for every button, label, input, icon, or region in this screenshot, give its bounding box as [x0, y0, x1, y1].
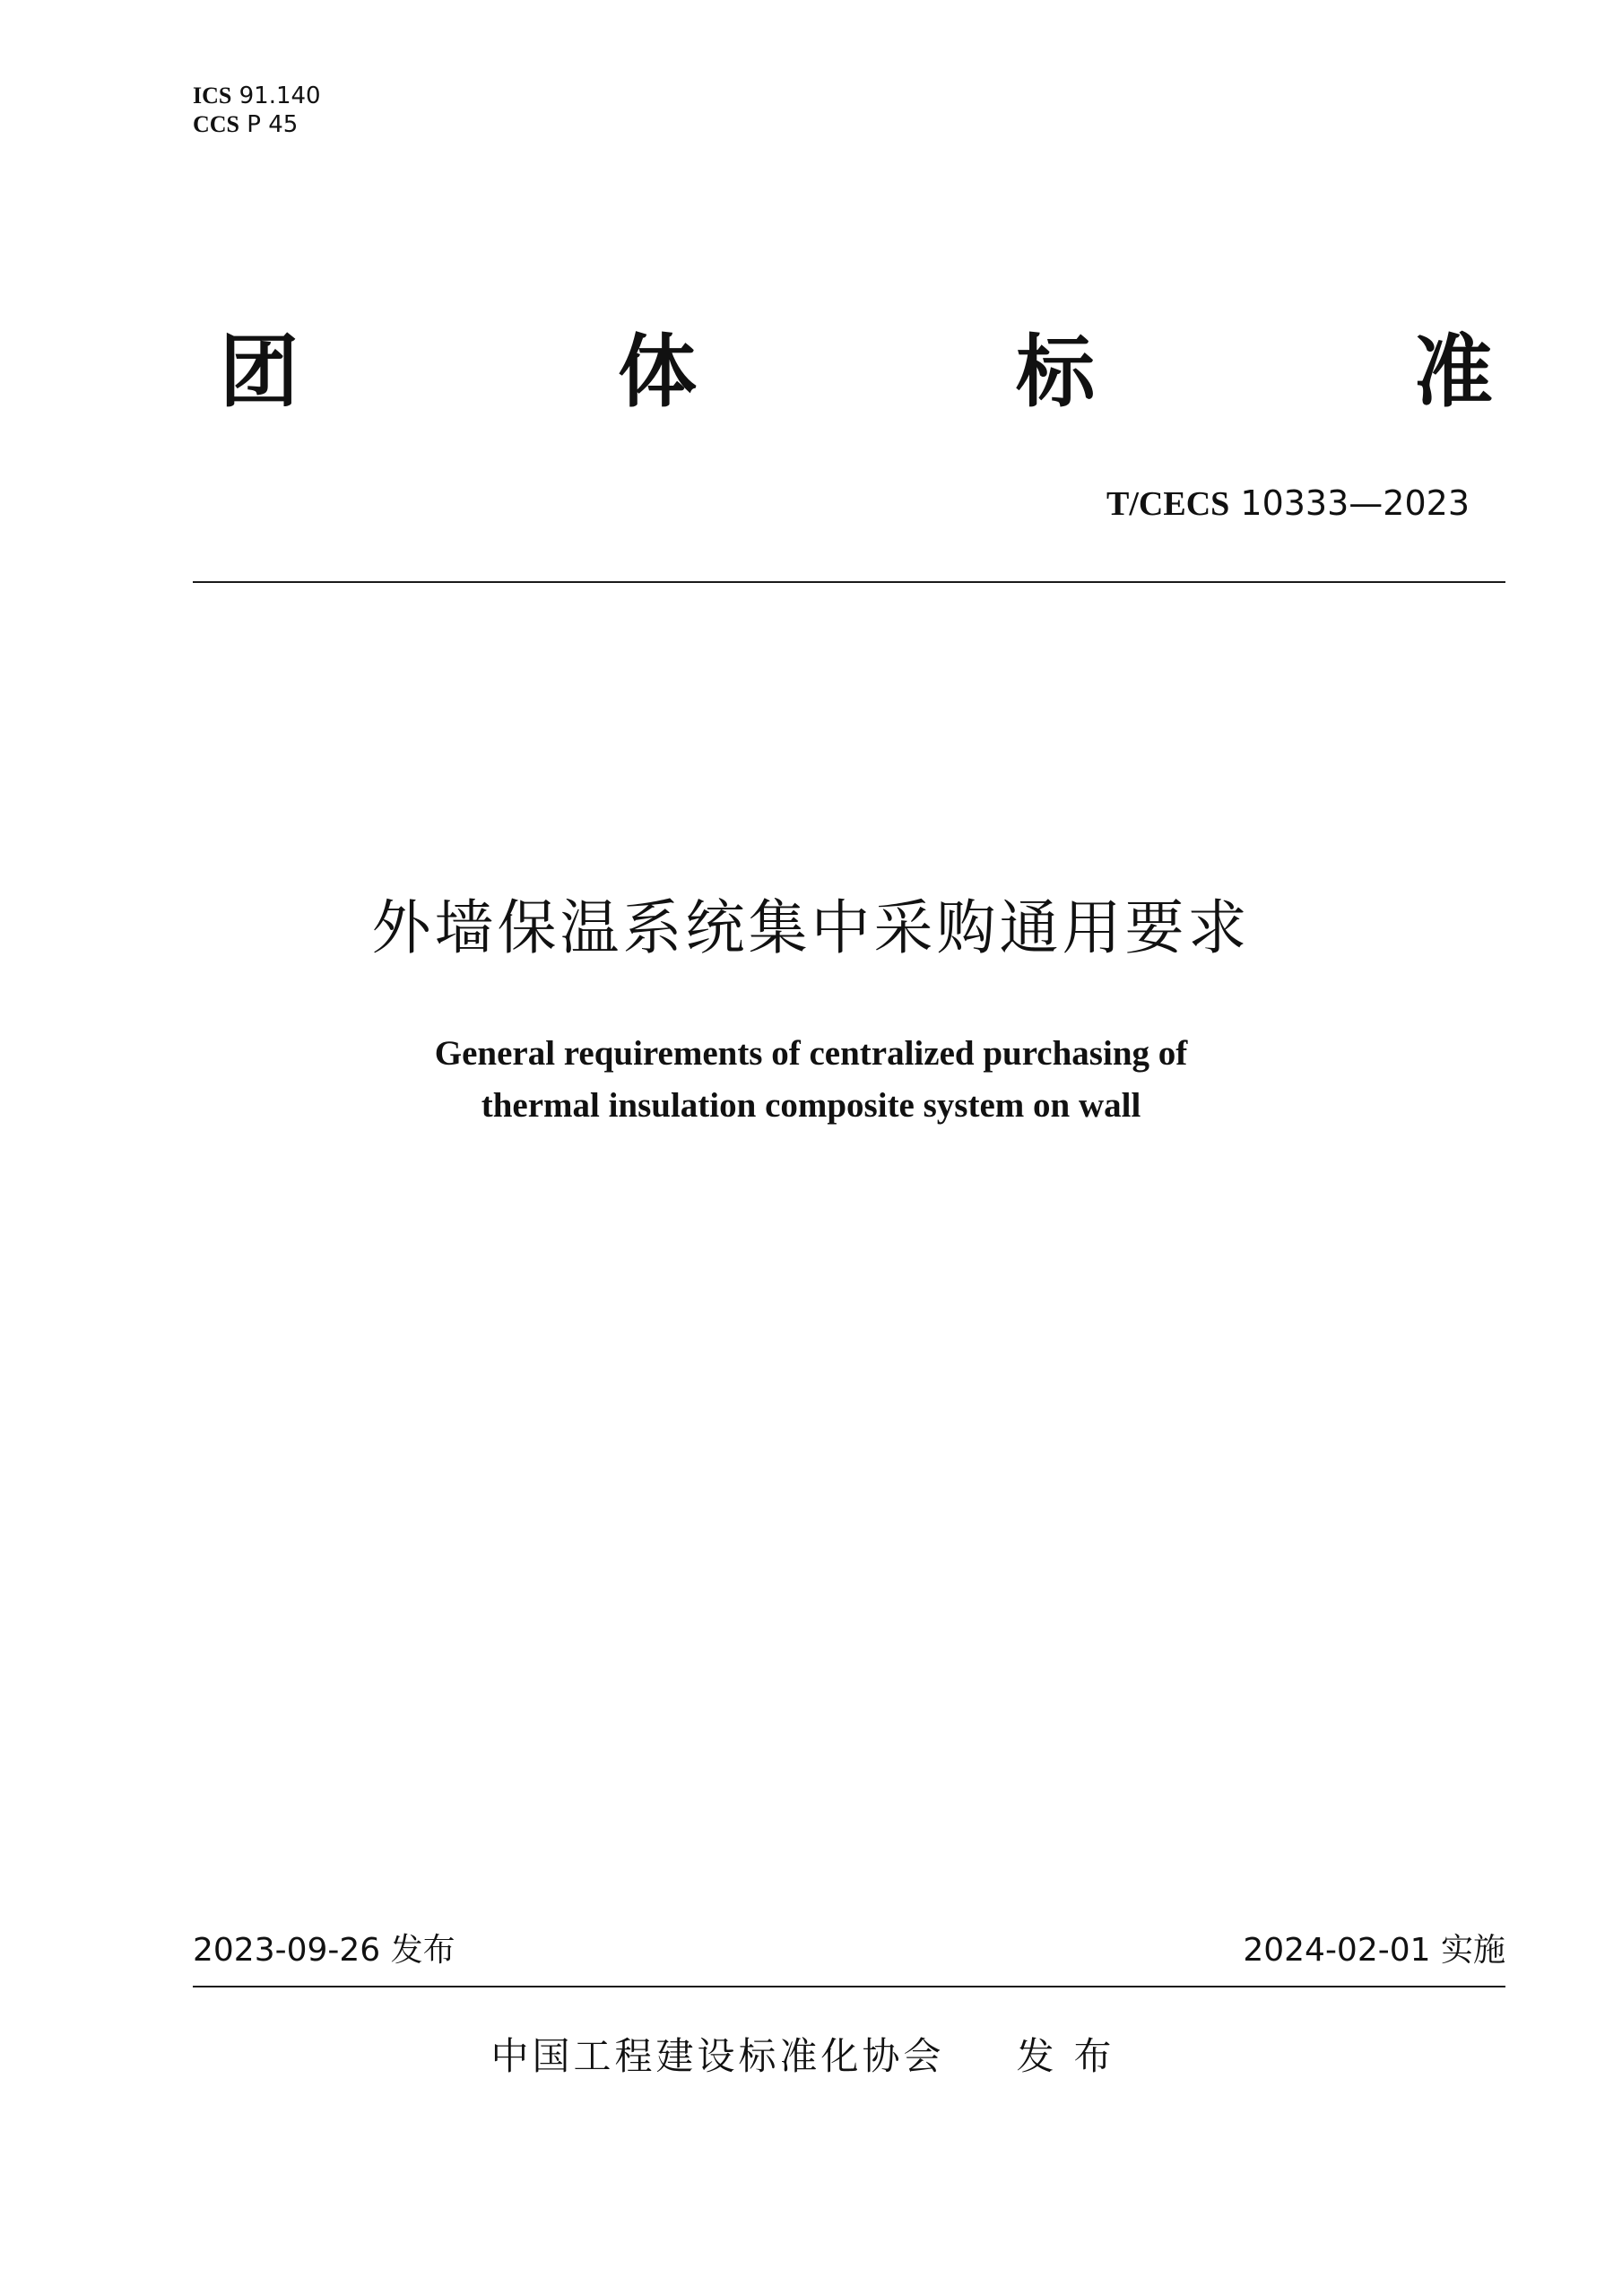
- standard-type-char: 团: [220, 326, 299, 418]
- implement-date: 2024-02-01 实施: [1243, 1932, 1505, 1969]
- top-divider: [193, 581, 1505, 583]
- title-chinese: 外墙保温系统集中采购通用要求: [371, 893, 1251, 962]
- standard-type-char: 准: [1413, 326, 1493, 418]
- publisher-action: 发布: [1016, 2034, 1132, 2078]
- ics-value: 91.140: [239, 83, 321, 109]
- standard-type-char: 标: [1015, 326, 1095, 418]
- standard-number: [1106, 481, 1470, 526]
- standard-number-value: 10333—2023: [1240, 483, 1470, 523]
- title-english-line-2: thermal insulation composite system on wall: [481, 1086, 1141, 1125]
- ccs-value: P 45: [247, 111, 299, 138]
- standard-type-heading: [220, 323, 1493, 422]
- bottom-divider: [193, 1986, 1505, 1987]
- ccs-label: CCS: [193, 111, 240, 137]
- standard-number-prefix: T/CECS: [1106, 485, 1230, 523]
- publisher-name: 中国工程建设标准化协会: [490, 2034, 945, 2078]
- title-english-line-1: General requirements of centralized purchasing of: [434, 1034, 1188, 1073]
- ccs-code: [193, 110, 298, 139]
- standard-type-char: 体: [617, 326, 697, 418]
- ics-label: ICS: [193, 83, 232, 109]
- ics-code: [193, 82, 321, 110]
- publish-date: 2023-09-26 发布: [193, 1932, 455, 1969]
- publisher-line: [0, 2031, 1622, 2082]
